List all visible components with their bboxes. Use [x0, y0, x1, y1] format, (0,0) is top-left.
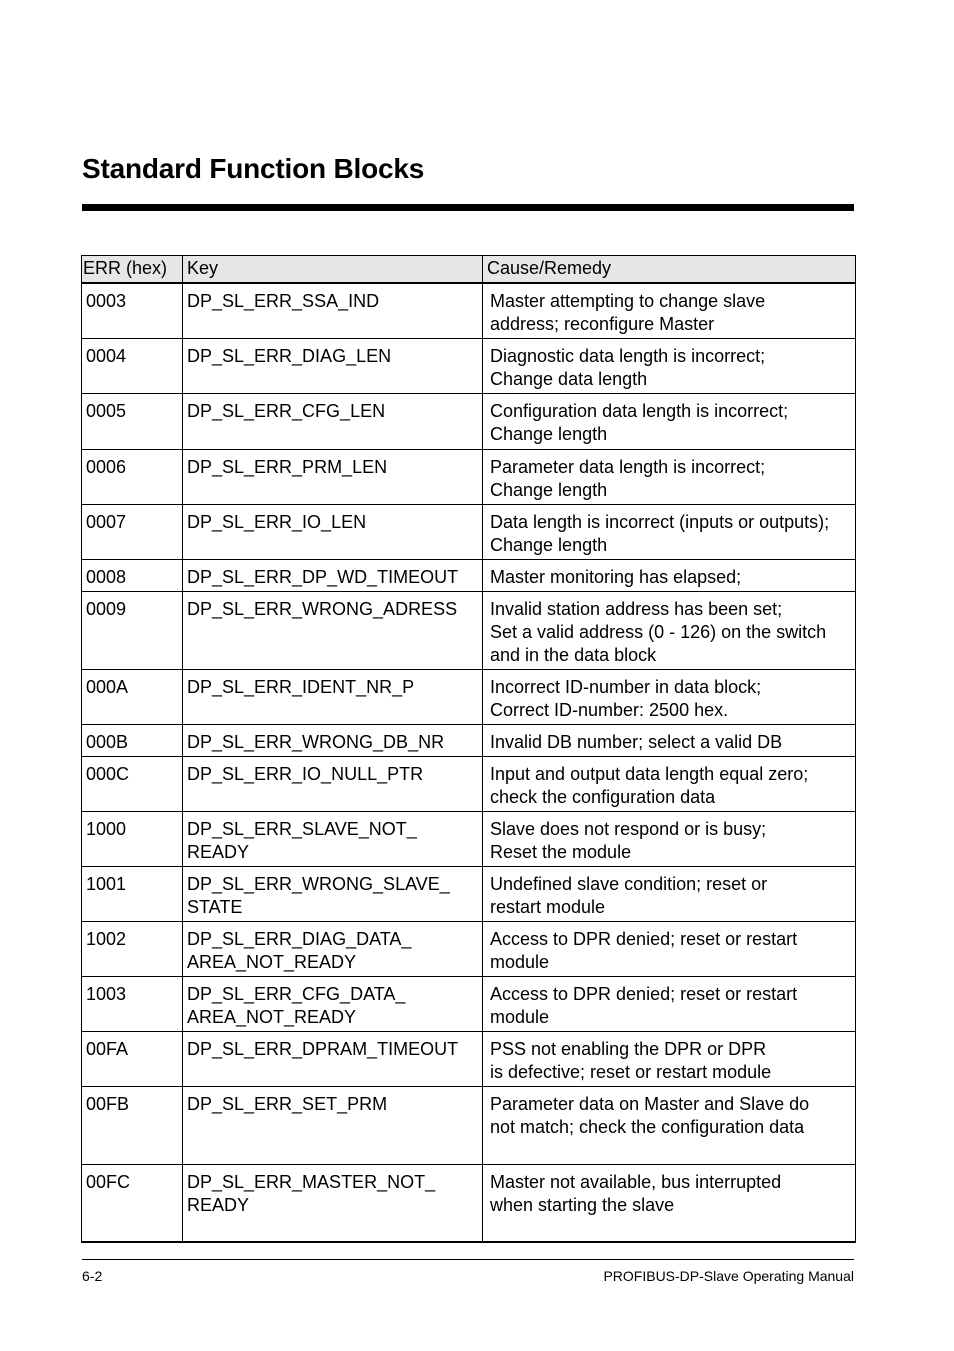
- err-code-cell: 000B: [82, 724, 183, 756]
- title-rule: [82, 204, 854, 211]
- cause-remedy-cell: PSS not enabling the DPR or DPR is defective; reset or restart module: [483, 1031, 856, 1086]
- table-row: [82, 559, 856, 591]
- cause-remedy-cell: Data length is incorrect (inputs or outputs); Change length: [483, 504, 856, 559]
- cause-remedy-cell: Undefined slave condition; reset or restart module: [483, 866, 856, 921]
- cause-remedy-cell: Input and output data length equal zero; check the configuration data: [483, 756, 856, 811]
- err-code-cell: 00FC: [82, 1164, 183, 1242]
- cause-remedy-cell: Slave does not respond or is busy; Reset the module: [483, 811, 856, 866]
- table-row: [82, 724, 856, 756]
- table-row: [82, 921, 856, 976]
- cause-remedy-cell: Master attempting to change slave address; reconfigure Master: [483, 283, 856, 338]
- footer-rule: [82, 1259, 854, 1260]
- table-row: [82, 504, 856, 559]
- cause-remedy-cell: Configuration data length is incorrect; Change length: [483, 393, 856, 449]
- page-number: 6-2: [82, 1268, 103, 1284]
- error-key-cell: DP_SL_ERR_IO_LEN: [183, 504, 483, 559]
- cause-remedy-cell: Access to DPR denied; reset or restart module: [483, 976, 856, 1031]
- cause-remedy-cell: Incorrect ID-number in data block; Correct ID-number: 2500 hex.: [483, 669, 856, 724]
- cause-remedy-cell: Master not available, bus interrupted when starting the slave: [483, 1164, 856, 1242]
- error-key-cell: DP_SL_ERR_DIAG_DATA_ AREA_NOT_READY: [183, 921, 483, 976]
- error-key-cell: DP_SL_ERR_SSA_IND: [183, 283, 483, 338]
- err-code-cell: 0006: [82, 449, 183, 504]
- error-key-cell: DP_SL_ERR_MASTER_NOT_ READY: [183, 1164, 483, 1242]
- error-key-cell: DP_SL_ERR_WRONG_SLAVE_ STATE: [183, 866, 483, 921]
- page-title: Standard Function Blocks: [82, 153, 425, 184]
- cause-remedy-cell: Invalid DB number; select a valid DB: [483, 724, 856, 756]
- cause-remedy-cell: Diagnostic data length is incorrect; Change data length: [483, 338, 856, 393]
- table-row: [82, 976, 856, 1031]
- cause-remedy-cell: Access to DPR denied; reset or restart module: [483, 921, 856, 976]
- header-err-hex: ERR (hex): [82, 256, 183, 284]
- table-row: [82, 866, 856, 921]
- cause-remedy-cell: Parameter data on Master and Slave do not match; check the configuration data: [483, 1086, 856, 1164]
- err-code-cell: 0003: [82, 283, 183, 338]
- table-row: [82, 283, 856, 338]
- err-code-cell: 000C: [82, 756, 183, 811]
- error-key-cell: DP_SL_ERR_PRM_LEN: [183, 449, 483, 504]
- table-row: [82, 1086, 856, 1164]
- table-row: [82, 338, 856, 393]
- table-row: [82, 1031, 856, 1086]
- error-key-cell: DP_SL_ERR_IO_NULL_PTR: [183, 756, 483, 811]
- error-key-cell: DP_SL_ERR_WRONG_DB_NR: [183, 724, 483, 756]
- err-code-cell: 000A: [82, 669, 183, 724]
- table-row: [82, 449, 856, 504]
- table-header-row: [82, 256, 856, 284]
- error-key-cell: DP_SL_ERR_DPRAM_TIMEOUT: [183, 1031, 483, 1086]
- error-code-table: [81, 255, 856, 1243]
- err-code-cell: 0004: [82, 338, 183, 393]
- table-row: [82, 393, 856, 449]
- error-key-cell: DP_SL_ERR_SET_PRM: [183, 1086, 483, 1164]
- table-row: [82, 811, 856, 866]
- table-row: [82, 1164, 856, 1242]
- table-row: [82, 756, 856, 811]
- manual-title: PROFIBUS-DP-Slave Operating Manual: [603, 1268, 854, 1284]
- err-code-cell: 0007: [82, 504, 183, 559]
- err-code-cell: 0009: [82, 591, 183, 669]
- error-key-cell: DP_SL_ERR_DP_WD_TIMEOUT: [183, 559, 483, 591]
- error-key-cell: DP_SL_ERR_DIAG_LEN: [183, 338, 483, 393]
- err-code-cell: 0008: [82, 559, 183, 591]
- error-key-cell: DP_SL_ERR_WRONG_ADRESS: [183, 591, 483, 669]
- err-code-cell: 0005: [82, 393, 183, 449]
- err-code-cell: 00FB: [82, 1086, 183, 1164]
- err-code-cell: 1002: [82, 921, 183, 976]
- header-key: Key: [183, 256, 483, 284]
- error-key-cell: DP_SL_ERR_CFG_LEN: [183, 393, 483, 449]
- table-row: [82, 591, 856, 669]
- cause-remedy-cell: Parameter data length is incorrect; Change length: [483, 449, 856, 504]
- err-code-cell: 1003: [82, 976, 183, 1031]
- table-row: [82, 669, 856, 724]
- err-code-cell: 1000: [82, 811, 183, 866]
- header-cause-remedy: Cause/Remedy: [483, 256, 856, 284]
- cause-remedy-cell: Invalid station address has been set; Set a valid address (0 - 126) on the switch and in the data block: [483, 591, 856, 669]
- error-key-cell: DP_SL_ERR_SLAVE_NOT_ READY: [183, 811, 483, 866]
- cause-remedy-cell: Master monitoring has elapsed;: [483, 559, 856, 591]
- error-key-cell: DP_SL_ERR_CFG_DATA_ AREA_NOT_READY: [183, 976, 483, 1031]
- error-key-cell: DP_SL_ERR_IDENT_NR_P: [183, 669, 483, 724]
- err-code-cell: 00FA: [82, 1031, 183, 1086]
- err-code-cell: 1001: [82, 866, 183, 921]
